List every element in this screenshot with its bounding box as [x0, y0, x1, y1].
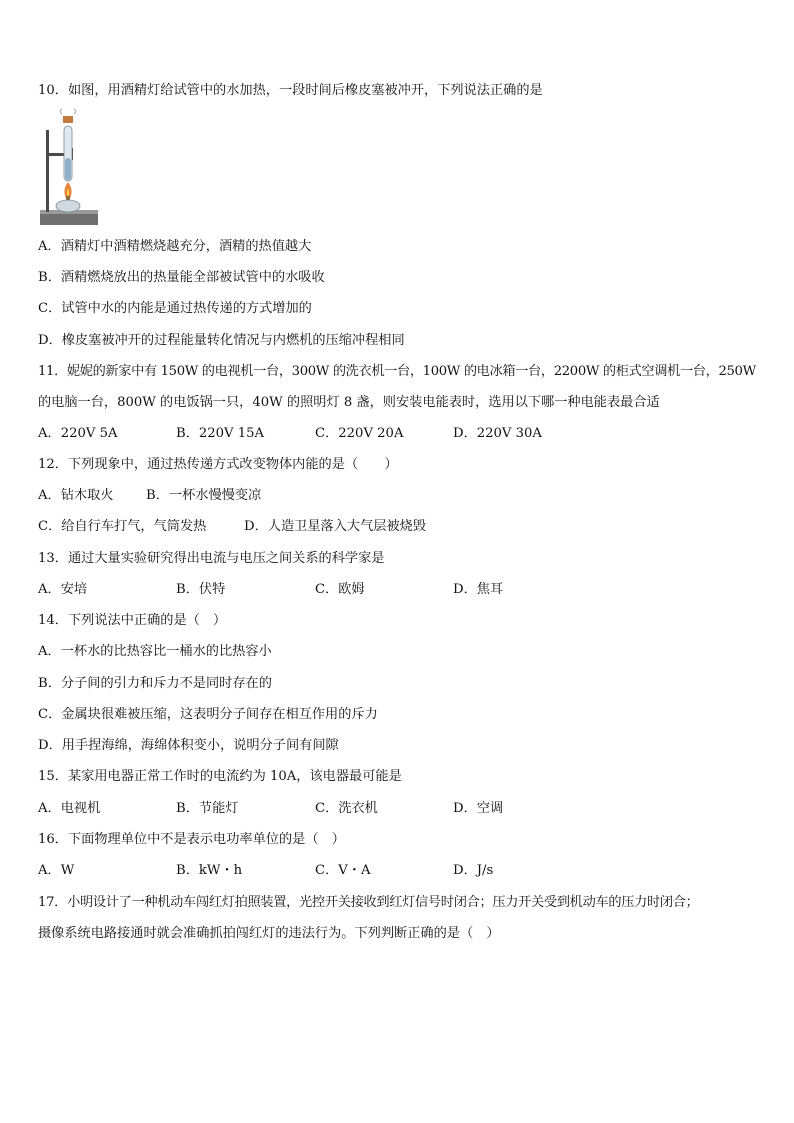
q14-option-a: A．一杯水的比热容比一桶水的比热容小 [38, 644, 272, 659]
q16-option-b: B．kW・h [176, 863, 243, 878]
q15-option-c: C．洗衣机 [315, 801, 378, 816]
q10-option-d: D．橡皮塞被冲开的过程能量转化情况与内燃机的压缩冲程相同 [38, 333, 405, 348]
q12-option-b: B．一杯水慢慢变凉 [146, 488, 262, 503]
q11-option-b: B．220V 15A [176, 426, 265, 441]
q13-stem: 13．通过大量实验研究得出电流与电压之间关系的科学家是 [38, 551, 385, 566]
q11-option-c: C．220V 20A [315, 426, 404, 441]
q12-stem: 12．下列现象中，通过热传递方式改变物体内能的是（ ） [38, 457, 398, 472]
q15-option-a: A．电视机 [38, 801, 101, 816]
q12-option-d: D．人造卫星落入大气层被烧毁 [244, 519, 427, 534]
q16-option-a: A．W [38, 863, 75, 878]
q10-stem: 10．如图，用酒精灯给试管中的水加热，一段时间后橡皮塞被冲开，下列说法正确的是 [38, 83, 543, 98]
q11-option-d: D．220V 30A [453, 426, 542, 441]
q14-stem: 14．下列说法中正确的是（ ） [38, 613, 227, 628]
q11-stem-line2: 的电脑一台，800W 的电饭锅一只，40W 的照明灯 8 盏，则安装电能表时，选用以下哪一种电能表最合适 [38, 395, 660, 410]
q16-option-c: C．V・A [315, 863, 371, 878]
q17-stem-line1: 17．小明设计了一种机动车闯红灯拍照装置，光控开关接收到红灯信号时闭合；压力开关受到机动车的压力时闭合； [38, 895, 699, 910]
q11-option-a: A．220V 5A [38, 426, 118, 441]
alcohol-lamp-test-tube-apparatus-figure [38, 108, 100, 230]
q17-stem-line2: 摄像系统电路接通时就会准确抓拍闯红灯的违法行为。下列判断正确的是（ ） [38, 926, 500, 941]
q14-option-d: D．用手捏海绵，海绵体积变小，说明分子间有间隙 [38, 738, 339, 753]
q12-option-a: A．钻木取火 [38, 488, 114, 503]
q16-stem: 16．下面物理单位中不是表示电功率单位的是（ ） [38, 832, 345, 847]
q15-option-d: D．空调 [453, 801, 504, 816]
q10-option-a: A．酒精灯中酒精燃烧越充分，酒精的热值越大 [38, 239, 312, 254]
q13-option-b: B．伏特 [176, 582, 226, 597]
q15-stem: 15．某家用电器正常工作时的电流约为 10A，该电器最可能是 [38, 769, 402, 784]
q10-option-b: B．酒精燃烧放出的热量能全部被试管中的水吸收 [38, 270, 325, 285]
q13-option-a: A．安培 [38, 582, 88, 597]
q13-option-c: C．欧姆 [315, 582, 365, 597]
q16-option-d: D．J/s [453, 863, 494, 878]
q11-stem-line1: 11．妮妮的新家中有 150W 的电视机一台，300W 的洗衣机一台，100W 的电冰箱一台，2200W 的柜式空调机一台，250W [38, 364, 756, 379]
q10-option-c: C．试管中水的内能是通过热传递的方式增加的 [38, 301, 312, 316]
q13-option-d: D．焦耳 [453, 582, 504, 597]
q12-option-c: C．给自行车打气，气筒发热 [38, 519, 207, 534]
q14-option-b: B．分子间的引力和斥力不是同时存在的 [38, 676, 272, 691]
q15-option-b: B．节能灯 [176, 801, 239, 816]
q14-option-c: C．金属块很难被压缩，这表明分子间存在相互作用的斥力 [38, 707, 378, 722]
